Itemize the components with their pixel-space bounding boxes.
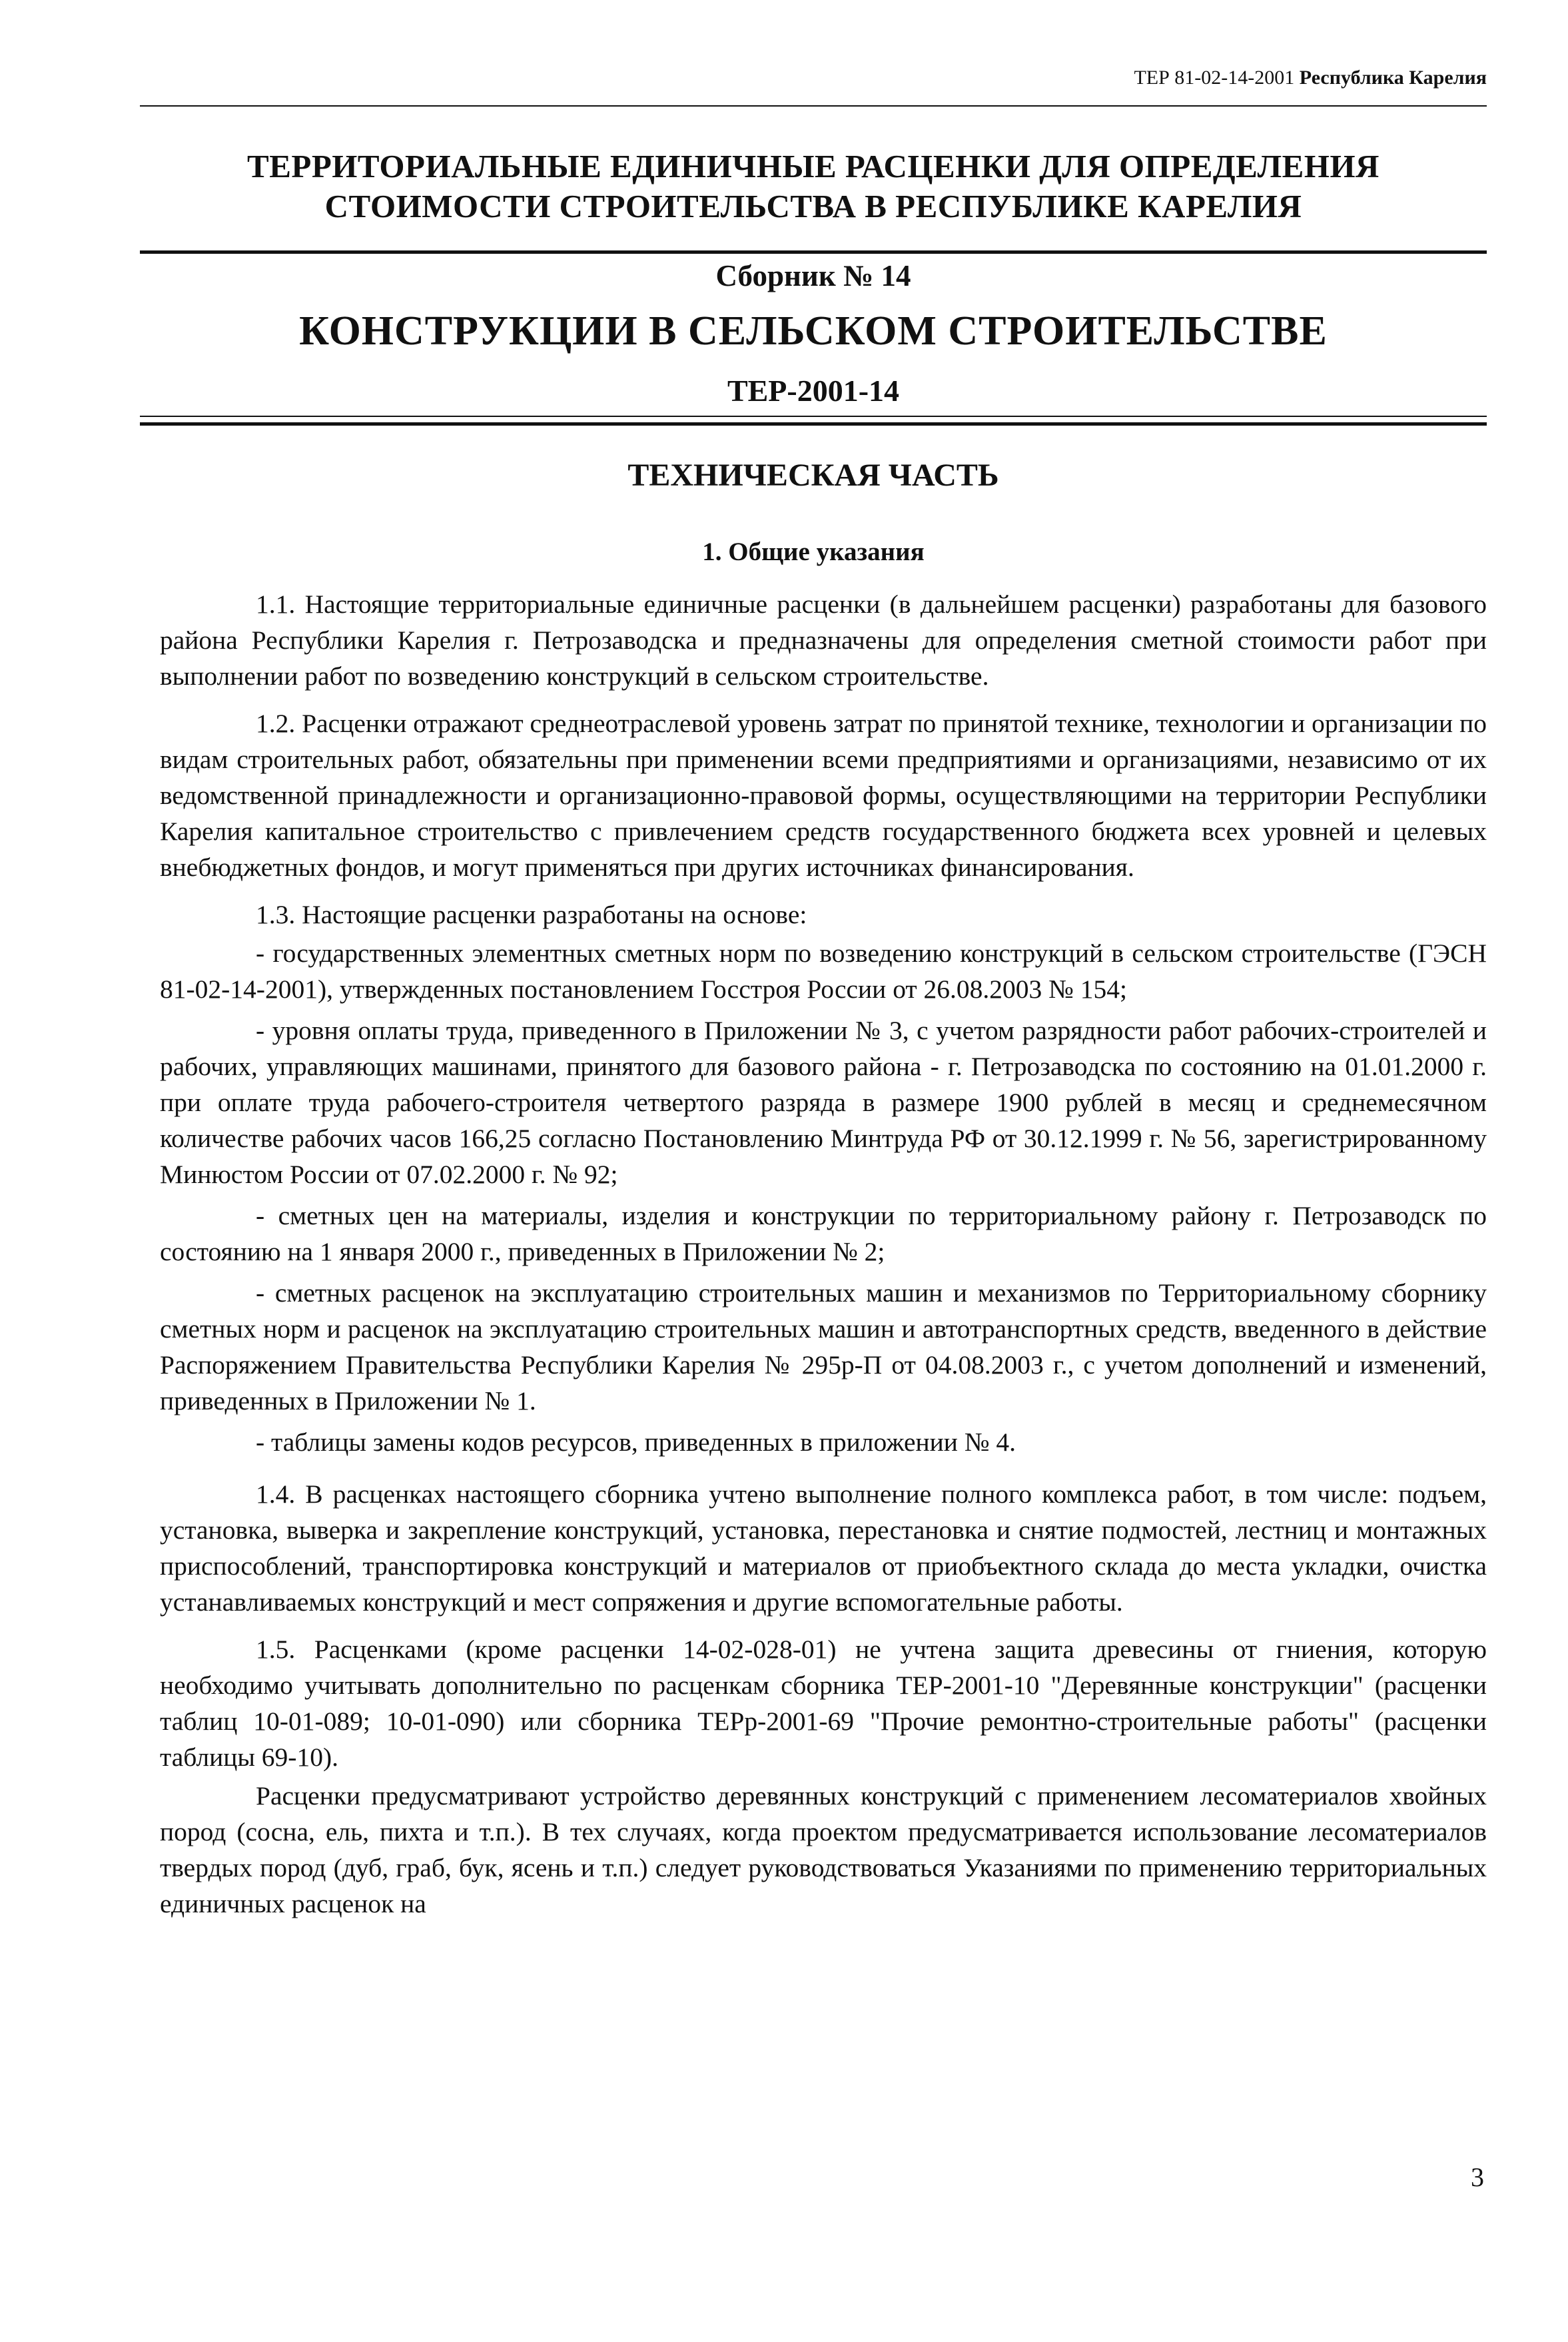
collection-title: КОНСТРУКЦИИ В СЕЛЬСКОМ СТРОИТЕЛЬСТВЕ: [299, 308, 1328, 354]
collection-code: ТЕР-2001-14: [727, 374, 900, 408]
list-item: - государственных элементных сметных норм по возведению конструкций в сельском строительстве (ГЭСН 81-02-14-2001), утвержденных постановлением Госстроя России от 26.08.2003 № 154;: [160, 939, 1487, 1004]
paragraph-1-1: 1.1. Настоящие территориальные единичные расценки (в дальнейшем расценки) разработаны для базового района Республики Карелия г. Петрозаводска и предназначены для определения сметной стоимости работ при выполнении работ по возведению конструкций в сельском строительстве.: [160, 589, 1487, 691]
paragraph-1-4: 1.4. В расценках настоящего сборника учтено выполнение полного комплекса работ, в том числе: подъем, установка, выверка и закрепление конструкций, установка, перестановка и снятие подмостей, лестниц и монтажных приспособлений, транспортировка конструкций и материалов от приобъектного склада до места укладки, очистка устанавливаемых конструкций и мест сопряжения и другие вспомогательные работы.: [160, 1479, 1487, 1617]
running-header-region: Республика Карелия: [1299, 67, 1487, 89]
technical-part-heading: ТЕХНИЧЕСКАЯ ЧАСТЬ: [627, 458, 999, 493]
running-header: [1134, 67, 1487, 89]
list-item: - сметных расценок на эксплуатацию строительных машин и механизмов по Территориальному сборнику сметных норм и расценок на эксплуатацию строительных машин и автотранспортных средств, введенного в действие Распоряжением Правительства Республики Карелия № 295р-П от 04.08.2003 г., с учетом дополнений и изменений, приведенных в Приложении № 1.: [160, 1278, 1487, 1415]
section-heading: 1. Общие указания: [702, 538, 925, 566]
header-rule: [140, 105, 1487, 107]
title-rule-bottom-1: [140, 416, 1487, 417]
list-item: - сметных цен на материалы, изделия и конструкции по территориальному району г. Петрозаводск по состоянию на 1 января 2000 г., приведенных в Приложении № 2;: [160, 1201, 1487, 1266]
paragraph-1-5: 1.5. Расценками (кроме расценки 14-02-028-01) не учтена защита древесины от гниения, которую необходимо учитывать дополнительно по расценкам сборника ТЕР-2001-10 "Деревянные конструкции" (расценки таблиц 10-01-089; 10-01-090) или сборника ТЕРр-2001-69 "Прочие ремонтно-строительные работы" (расценки таблицы 69-10).: [160, 1635, 1487, 1772]
running-header-code: ТЕР 81-02-14-2001: [1134, 67, 1295, 89]
body-text: [160, 586, 1487, 1933]
paragraph-1-2: 1.2. Расценки отражают среднеотраслевой уровень затрат по принятой технике, технологии и организации по видам строительных работ, обязательны при применении всеми предприятиями и организациями, независимо от их ведомственной принадлежности и организационно-правовой формы, осуществляющими на территории Республики Карелия капитальное строительство с привлечением средств государственного бюджета всех уровней и целевых внебюджетных фондов, и могут применяться при других источниках финансирования.: [160, 709, 1487, 882]
main-title: [140, 147, 1487, 226]
page-number: 3: [1471, 2162, 1484, 2192]
title-rule-bottom-2: [140, 422, 1487, 426]
list-item: - таблицы замены кодов ресурсов, приведенных в приложении № 4.: [256, 1427, 1016, 1457]
paragraph-1-3: 1.3. Настоящие расценки разработаны на основе:: [256, 900, 807, 929]
main-title-line-2: СТОИМОСТИ СТРОИТЕЛЬСТВА В РЕСПУБЛИКЕ КАРЕЛИЯ: [324, 188, 1302, 224]
title-rule-top: [140, 250, 1487, 254]
main-title-line-1: ТЕРРИТОРИАЛЬНЫЕ ЕДИНИЧНЫЕ РАСЦЕНКИ ДЛЯ ОПРЕДЕЛЕНИЯ: [247, 148, 1379, 185]
collection-number: Сборник № 14: [715, 259, 911, 292]
paragraph-1-5-continued: Расценки предусматривают устройство деревянных конструкций с применением лесоматериалов хвойных пород (сосна, ель, пихта и т.п.). В тех случаях, когда проектом предусматривается использование лесоматериалов твердых пород (дуб, граб, бук, ясень и т.п.) следует руководствоваться Указаниями по применению территориальных единичных расценок на: [160, 1781, 1487, 1918]
list-item: - уровня оплаты труда, приведенного в Приложении № 3, с учетом разрядности работ рабочих-строителей и рабочих, управляющих машинами, принятого для базового района - г. Петрозаводска по состоянию на 01.01.2000 г. при оплате труда рабочего-строителя четвертого разряда в размере 1900 рублей в месяц и среднемесячном количестве рабочих часов 166,25 согласно Постановлению Минтруда РФ от 30.12.1999 г. № 56, зарегистрированному Минюстом России от 07.02.2000 г. № 92;: [160, 1016, 1487, 1189]
